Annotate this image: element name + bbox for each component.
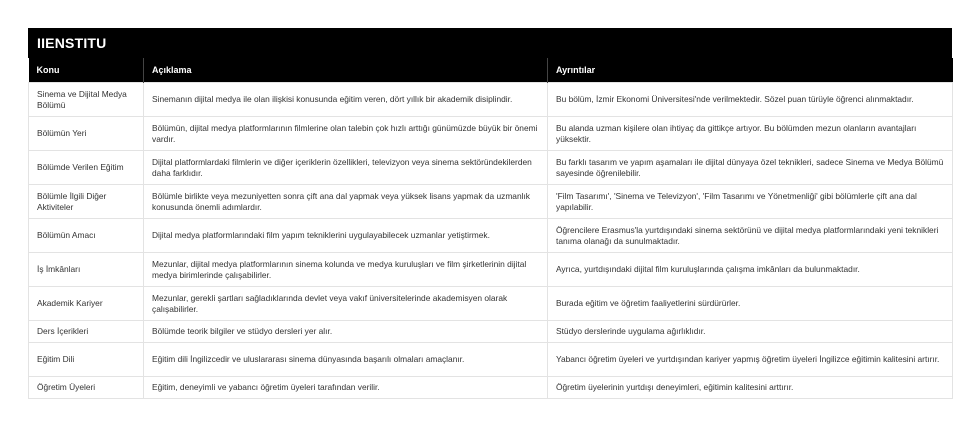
table-row [29, 287, 953, 321]
cell-description: Sinemanın dijital medya ile olan ilişkisi konusunda eğitim veren, dört yıllık bir akademik disiplindir. [144, 83, 548, 117]
table-row [29, 185, 953, 219]
cell-details: Burada eğitim ve öğretim faaliyetlerini sürdürürler. [548, 287, 953, 321]
cell-details: Öğretim üyelerinin yurtdışı deneyimleri, eğitimin kalitesini arttırır. [548, 377, 953, 399]
cell-description: Eğitim, deneyimli ve yabancı öğretim üyeleri tarafından verilir. [144, 377, 548, 399]
table-row [29, 151, 953, 185]
table-row [29, 343, 953, 377]
cell-description: Bölümün, dijital medya platformlarının filmlerine olan talebin çok hızlı arttığı günümüzde büyük bir önemi vardır. [144, 117, 548, 151]
cell-details: Stüdyo derslerinde uygulama ağırlıklıdır. [548, 321, 953, 343]
cell-details: Ayrıca, yurtdışındaki dijital film kuruluşlarında çalışma imkânları da bulunmaktadır. [548, 253, 953, 287]
brand-title: IIENSTITU [28, 28, 952, 58]
cell-description: Bölümde teorik bilgiler ve stüdyo dersleri yer alır. [144, 321, 548, 343]
info-table [28, 58, 953, 399]
cell-details: Bu bölüm, İzmir Ekonomi Üniversitesi'nde verilmektedir. Sözel puan türüyle öğrenci alınmaktadır. [548, 83, 953, 117]
cell-description: Mezunlar, dijital medya platformlarının sinema kolunda ve medya kuruluşları ve film şirketlerinin dijital medya birimlerinde çalışabilirler. [144, 253, 548, 287]
cell-description: Bölümle birlikte veya mezuniyetten sonra çift ana dal yapmak veya yüksek lisans yapmak da uzmanlık konusunda önemli adımlardır. [144, 185, 548, 219]
cell-topic: Bölümün Amacı [29, 219, 144, 253]
header-ayrintilar: Ayrıntılar [548, 58, 953, 83]
cell-details: Öğrencilere Erasmus'la yurtdışındaki sinema sektörünü ve dijital medya platformlarındaki yeni teknikleri tanıma olanağı da sunulmaktadır. [548, 219, 953, 253]
table-header-row [29, 58, 953, 83]
cell-details: Yabancı öğretim üyeleri ve yurtdışından kariyer yapmış öğretim üyeleri İngilizce eğitimin kalitesini artırır. [548, 343, 953, 377]
cell-details: 'Film Tasarımı', 'Sinema ve Televizyon', 'Film Tasarımı ve Yönetmenliği' gibi bölümlerle çift ana dal yapılabilir. [548, 185, 953, 219]
cell-topic: Eğitim Dili [29, 343, 144, 377]
cell-topic: Öğretim Üyeleri [29, 377, 144, 399]
cell-description: Mezunlar, gerekli şartları sağladıklarında devlet veya vakıf üniversitelerinde akademisyen olarak çalışabilirler. [144, 287, 548, 321]
table-row [29, 377, 953, 399]
cell-topic: İş İmkânları [29, 253, 144, 287]
cell-topic: Akademik Kariyer [29, 287, 144, 321]
cell-topic: Ders İçerikleri [29, 321, 144, 343]
cell-topic: Bölümle İlgili Diğer Aktiviteler [29, 185, 144, 219]
table-row [29, 253, 953, 287]
cell-description: Dijital platformlardaki filmlerin ve diğer içeriklerin özellikleri, televizyon veya sinema sektöründekilerden daha farklıdır. [144, 151, 548, 185]
table-row [29, 321, 953, 343]
header-konu: Konu [29, 58, 144, 83]
cell-topic: Bölümde Verilen Eğitim [29, 151, 144, 185]
cell-details: Bu alanda uzman kişilere olan ihtiyaç da gittikçe artıyor. Bu bölümden mezun olanların avantajları yüksektir. [548, 117, 953, 151]
cell-topic: Sinema ve Dijital Medya Bölümü [29, 83, 144, 117]
cell-description: Eğitim dili İngilizcedir ve uluslararası sinema dünyasında başarılı olmaları amaçlanır. [144, 343, 548, 377]
cell-topic: Bölümün Yeri [29, 117, 144, 151]
table-row [29, 219, 953, 253]
table-row [29, 117, 953, 151]
cell-description: Dijital medya platformlarındaki film yapım tekniklerini uygulayabilecek uzmanlar yetiştirmek. [144, 219, 548, 253]
table-row [29, 83, 953, 117]
cell-details: Bu farklı tasarım ve yapım aşamaları ile dijital dünyaya özel teknikleri, sadece Sinema ve Medya Bölümü sayesinde öğrenilebilir. [548, 151, 953, 185]
content-card [28, 28, 952, 399]
header-aciklama: Açıklama [144, 58, 548, 83]
